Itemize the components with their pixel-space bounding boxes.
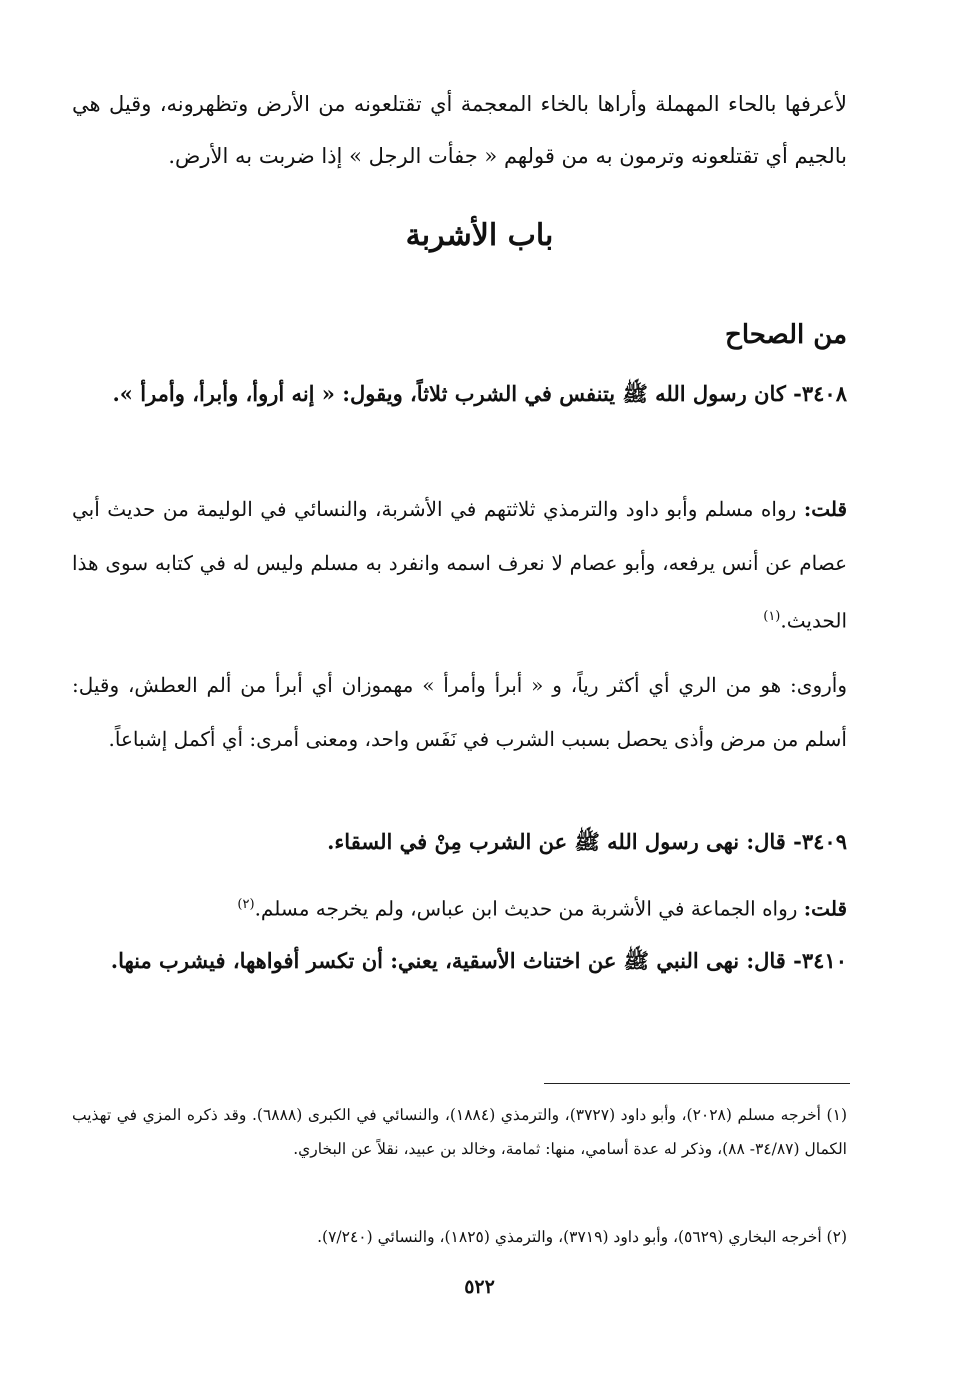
intro-paragraph: لأعرفها بالحاء المهملة وأراها بالخاء المعجمة أي تقتلعونه من الأرض وتظهرونه، وقيل هي بالجيم أي تقتلعونه وترمون به من قولهم « جفأت الرجل » إذا ضربت به الأرض. — [72, 92, 847, 168]
chapter-title: باب الأشربة — [405, 218, 554, 253]
hadith-3409: ٣٤٠٩- قال: نهى رسول الله ﷺ عن الشرب مِنْ في السقاء. — [327, 829, 847, 854]
comment-label: قلت: — [803, 497, 848, 521]
comment-text: رواه مسلم وأبو داود والترمذي ثلاثتهم في الأشربة، والنسائي في الوليمة من حديث أبي عصام عن أنس يرفعه، وأبو عصام لا نعرف اسمه وانفرد به مسلم وليس له في كتابه سوى هذا الحديث. — [72, 497, 847, 633]
footnote-ref-2: (٢) — [237, 897, 255, 912]
comment-paragraph-3 — [72, 878, 847, 936]
footnote-ref-1: (١) — [763, 609, 781, 624]
hadith-3408: ٣٤٠٨- كان رسول الله ﷺ يتنفس في الشرب ثلاثاً، ويقول: « إنه أروأ، وأبرأ، وأمرأ ». — [112, 381, 847, 406]
footnote-separator — [544, 1083, 850, 1084]
page-number: ٥٢٢ — [464, 1276, 495, 1298]
comment-label: قلت: — [803, 896, 847, 921]
footnote-1: (١) أخرجه مسلم (٢٠٢٨)، وأبو داود (٣٧٢٧)، والترمذي (١٨٨٤)، والنسائي في الكبرى (٦٨٨٨). وقد ذكره المزي في تهذيب الكمال (٣٤/٨٧- ٨٨)، وذكر له عدة أسامي، منها: ثمامة، وخالد بن عبيد، نقلاً عن البخاري. — [72, 1106, 847, 1158]
section-title: من الصحاح — [725, 320, 847, 350]
comment-paragraph-2: وأروى: هو من الري أي أكثر رياً، و « أبرأ وأمرأ » مهموزان أي أبرأ من ألم العطش، وقيل: أسلم من مرض وأذى يحصل بسبب الشرب في نَفَس واحد، ومعنى أمرى: أي أكمل إشباعاً. — [72, 673, 847, 751]
hadith-3410: ٣٤١٠- قال: نهى النبي ﷺ عن اختناث الأسقية، يعني: أن تكسر أفواهها، فيشرب منها. — [110, 948, 847, 973]
comment-paragraph-1 — [72, 482, 847, 648]
comment-text: رواه الجماعة في الأشربة من حديث ابن عباس، ولم يخرجه مسلم. — [254, 896, 798, 921]
footnote-2: (٢) أخرجه البخاري (٥٦٢٩)، وأبو داود (٣٧١٩)، والترمذي (١٨٢٥)، والنسائي (٧/٢٤٠). — [317, 1228, 847, 1246]
